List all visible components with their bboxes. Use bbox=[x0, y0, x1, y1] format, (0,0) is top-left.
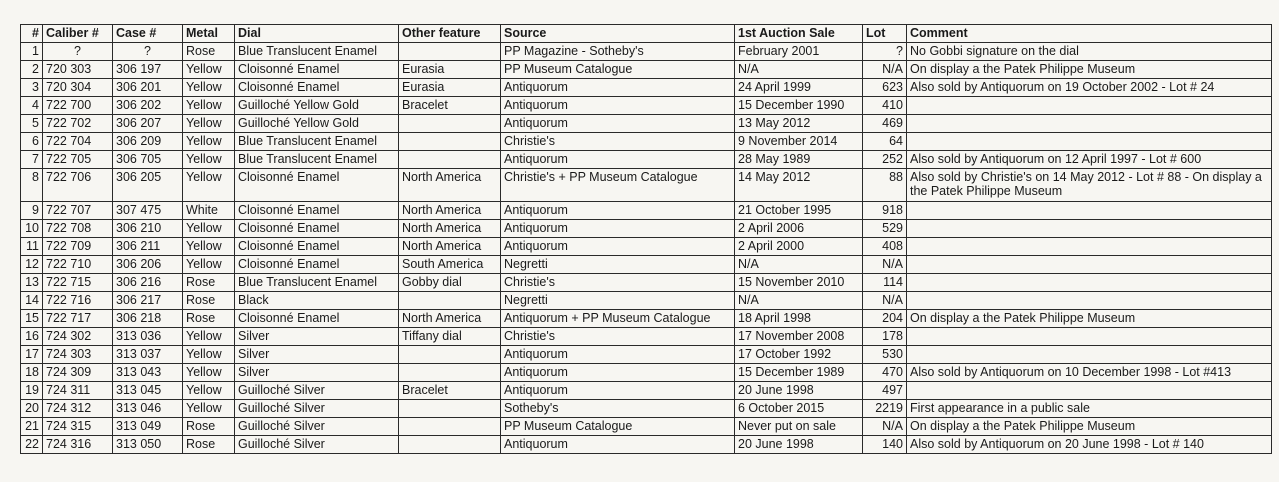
cell-auction-sale: N/A bbox=[735, 256, 863, 274]
cell-other-feature: North America bbox=[399, 202, 501, 220]
table-row bbox=[21, 43, 1272, 61]
cell-auction-sale: 17 November 2008 bbox=[735, 328, 863, 346]
cell-source: Antiquorum bbox=[501, 79, 735, 97]
cell-dial: Guilloché Silver bbox=[235, 400, 399, 418]
cell-lot: 529 bbox=[863, 220, 907, 238]
cell-source: Antiquorum bbox=[501, 436, 735, 454]
header-auction-sale: 1st Auction Sale bbox=[735, 25, 863, 43]
table-row bbox=[21, 61, 1272, 79]
cell-caliber: 724 303 bbox=[43, 346, 113, 364]
cell-index: 16 bbox=[21, 328, 43, 346]
cell-auction-sale: Never put on sale bbox=[735, 418, 863, 436]
cell-lot: 2219 bbox=[863, 400, 907, 418]
cell-index: 19 bbox=[21, 382, 43, 400]
cell-lot: 623 bbox=[863, 79, 907, 97]
cell-dial: Cloisonné Enamel bbox=[235, 310, 399, 328]
table-row bbox=[21, 382, 1272, 400]
cell-dial: Cloisonné Enamel bbox=[235, 238, 399, 256]
cell-dial: Cloisonné Enamel bbox=[235, 61, 399, 79]
cell-lot: 469 bbox=[863, 115, 907, 133]
cell-comment bbox=[907, 256, 1272, 274]
cell-source: Antiquorum bbox=[501, 151, 735, 169]
cell-case: 313 037 bbox=[113, 346, 183, 364]
cell-auction-sale: 14 May 2012 bbox=[735, 169, 863, 202]
cell-comment: Also sold by Antiquorum on 12 April 1997 - Lot # 600 bbox=[907, 151, 1272, 169]
cell-caliber: 722 708 bbox=[43, 220, 113, 238]
cell-other-feature bbox=[399, 436, 501, 454]
cell-dial: Black bbox=[235, 292, 399, 310]
cell-comment: Also sold by Christie's on 14 May 2012 - Lot # 88 - On display a the Patek Philippe Museum bbox=[907, 169, 1272, 202]
cell-other-feature: Bracelet bbox=[399, 382, 501, 400]
cell-caliber: 720 303 bbox=[43, 61, 113, 79]
cell-comment bbox=[907, 292, 1272, 310]
cell-case: 306 209 bbox=[113, 133, 183, 151]
watch-table bbox=[20, 24, 1272, 454]
cell-index: 6 bbox=[21, 133, 43, 151]
cell-comment bbox=[907, 97, 1272, 115]
cell-auction-sale: 2 April 2006 bbox=[735, 220, 863, 238]
cell-source: Antiquorum bbox=[501, 115, 735, 133]
cell-index: 12 bbox=[21, 256, 43, 274]
cell-index: 14 bbox=[21, 292, 43, 310]
table-row bbox=[21, 436, 1272, 454]
cell-case: 313 036 bbox=[113, 328, 183, 346]
cell-comment bbox=[907, 202, 1272, 220]
cell-metal: Yellow bbox=[183, 115, 235, 133]
cell-auction-sale: 17 October 1992 bbox=[735, 346, 863, 364]
table-row bbox=[21, 151, 1272, 169]
cell-auction-sale: 15 December 1990 bbox=[735, 97, 863, 115]
cell-case: 306 217 bbox=[113, 292, 183, 310]
cell-other-feature bbox=[399, 115, 501, 133]
cell-auction-sale: 28 May 1989 bbox=[735, 151, 863, 169]
cell-dial: Cloisonné Enamel bbox=[235, 220, 399, 238]
cell-caliber: 722 716 bbox=[43, 292, 113, 310]
cell-metal: White bbox=[183, 202, 235, 220]
cell-other-feature bbox=[399, 151, 501, 169]
cell-index: 21 bbox=[21, 418, 43, 436]
cell-other-feature: Bracelet bbox=[399, 97, 501, 115]
cell-metal: Yellow bbox=[183, 328, 235, 346]
table-row bbox=[21, 346, 1272, 364]
header-lot: Lot bbox=[863, 25, 907, 43]
cell-other-feature bbox=[399, 346, 501, 364]
cell-index: 3 bbox=[21, 79, 43, 97]
cell-metal: Rose bbox=[183, 274, 235, 292]
cell-lot: 918 bbox=[863, 202, 907, 220]
table-row bbox=[21, 79, 1272, 97]
cell-lot: 408 bbox=[863, 238, 907, 256]
cell-other-feature bbox=[399, 292, 501, 310]
cell-lot: 140 bbox=[863, 436, 907, 454]
cell-case: 306 705 bbox=[113, 151, 183, 169]
cell-comment: On display a the Patek Philippe Museum bbox=[907, 310, 1272, 328]
cell-auction-sale: 20 June 1998 bbox=[735, 382, 863, 400]
cell-dial: Guilloché Silver bbox=[235, 382, 399, 400]
cell-comment bbox=[907, 328, 1272, 346]
table-row bbox=[21, 115, 1272, 133]
cell-metal: Yellow bbox=[183, 238, 235, 256]
cell-index: 9 bbox=[21, 202, 43, 220]
cell-auction-sale: 18 April 1998 bbox=[735, 310, 863, 328]
cell-dial: Guilloché Yellow Gold bbox=[235, 97, 399, 115]
cell-auction-sale: N/A bbox=[735, 61, 863, 79]
cell-metal: Yellow bbox=[183, 256, 235, 274]
cell-other-feature bbox=[399, 133, 501, 151]
cell-auction-sale: 24 April 1999 bbox=[735, 79, 863, 97]
cell-comment bbox=[907, 238, 1272, 256]
cell-source: Antiquorum bbox=[501, 220, 735, 238]
cell-index: 18 bbox=[21, 364, 43, 382]
table-row bbox=[21, 274, 1272, 292]
cell-other-feature bbox=[399, 43, 501, 61]
cell-case: 313 049 bbox=[113, 418, 183, 436]
cell-source: PP Magazine - Sotheby's bbox=[501, 43, 735, 61]
table-row bbox=[21, 202, 1272, 220]
cell-case: 306 205 bbox=[113, 169, 183, 202]
cell-caliber: 722 702 bbox=[43, 115, 113, 133]
cell-case: 306 202 bbox=[113, 97, 183, 115]
cell-dial: Cloisonné Enamel bbox=[235, 256, 399, 274]
cell-lot: N/A bbox=[863, 256, 907, 274]
table-row bbox=[21, 169, 1272, 202]
cell-case: 306 218 bbox=[113, 310, 183, 328]
header-comment: Comment bbox=[907, 25, 1272, 43]
cell-index: 2 bbox=[21, 61, 43, 79]
cell-caliber: 724 316 bbox=[43, 436, 113, 454]
cell-comment bbox=[907, 133, 1272, 151]
cell-metal: Yellow bbox=[183, 382, 235, 400]
cell-dial: Guilloché Yellow Gold bbox=[235, 115, 399, 133]
cell-metal: Yellow bbox=[183, 79, 235, 97]
cell-metal: Yellow bbox=[183, 133, 235, 151]
table-row bbox=[21, 328, 1272, 346]
cell-index: 4 bbox=[21, 97, 43, 115]
header-index: # bbox=[21, 25, 43, 43]
cell-caliber: 722 710 bbox=[43, 256, 113, 274]
cell-comment bbox=[907, 274, 1272, 292]
cell-source: Negretti bbox=[501, 292, 735, 310]
cell-metal: Rose bbox=[183, 43, 235, 61]
cell-comment: Also sold by Antiquorum on 10 December 1998 - Lot #413 bbox=[907, 364, 1272, 382]
table-row bbox=[21, 418, 1272, 436]
cell-dial: Silver bbox=[235, 346, 399, 364]
cell-other-feature bbox=[399, 364, 501, 382]
cell-dial: Blue Translucent Enamel bbox=[235, 43, 399, 61]
table-row bbox=[21, 238, 1272, 256]
cell-lot: 410 bbox=[863, 97, 907, 115]
cell-index: 5 bbox=[21, 115, 43, 133]
cell-case: 306 206 bbox=[113, 256, 183, 274]
cell-source: PP Museum Catalogue bbox=[501, 418, 735, 436]
table-row bbox=[21, 256, 1272, 274]
cell-dial: Silver bbox=[235, 328, 399, 346]
cell-comment bbox=[907, 115, 1272, 133]
table-row bbox=[21, 97, 1272, 115]
table-row bbox=[21, 310, 1272, 328]
cell-comment bbox=[907, 220, 1272, 238]
cell-other-feature: North America bbox=[399, 220, 501, 238]
cell-source: Sotheby's bbox=[501, 400, 735, 418]
cell-index: 13 bbox=[21, 274, 43, 292]
cell-case: 306 201 bbox=[113, 79, 183, 97]
cell-caliber: 722 705 bbox=[43, 151, 113, 169]
cell-auction-sale: 9 November 2014 bbox=[735, 133, 863, 151]
table-row bbox=[21, 133, 1272, 151]
cell-caliber: 722 700 bbox=[43, 97, 113, 115]
cell-auction-sale: February 2001 bbox=[735, 43, 863, 61]
cell-caliber: 722 706 bbox=[43, 169, 113, 202]
cell-source: Antiquorum bbox=[501, 202, 735, 220]
cell-other-feature bbox=[399, 418, 501, 436]
cell-other-feature: North America bbox=[399, 310, 501, 328]
cell-auction-sale: 15 November 2010 bbox=[735, 274, 863, 292]
cell-case: ? bbox=[113, 43, 183, 61]
cell-case: 313 043 bbox=[113, 364, 183, 382]
cell-source: Antiquorum bbox=[501, 382, 735, 400]
cell-caliber: 722 707 bbox=[43, 202, 113, 220]
cell-other-feature: North America bbox=[399, 238, 501, 256]
cell-case: 307 475 bbox=[113, 202, 183, 220]
document-sheet bbox=[20, 24, 1272, 454]
cell-auction-sale: 2 April 2000 bbox=[735, 238, 863, 256]
cell-comment: No Gobbi signature on the dial bbox=[907, 43, 1272, 61]
cell-caliber: 722 715 bbox=[43, 274, 113, 292]
cell-index: 8 bbox=[21, 169, 43, 202]
cell-other-feature: Eurasia bbox=[399, 79, 501, 97]
cell-lot: N/A bbox=[863, 61, 907, 79]
cell-source: Negretti bbox=[501, 256, 735, 274]
header-other-feature: Other feature bbox=[399, 25, 501, 43]
cell-dial: Cloisonné Enamel bbox=[235, 202, 399, 220]
cell-comment bbox=[907, 382, 1272, 400]
cell-source: Christie's bbox=[501, 133, 735, 151]
cell-source: Antiquorum bbox=[501, 238, 735, 256]
cell-caliber: 724 312 bbox=[43, 400, 113, 418]
cell-lot: N/A bbox=[863, 418, 907, 436]
cell-source: Christie's bbox=[501, 274, 735, 292]
cell-other-feature: South America bbox=[399, 256, 501, 274]
cell-case: 313 050 bbox=[113, 436, 183, 454]
cell-index: 11 bbox=[21, 238, 43, 256]
cell-auction-sale: 13 May 2012 bbox=[735, 115, 863, 133]
cell-lot: ? bbox=[863, 43, 907, 61]
cell-lot: 114 bbox=[863, 274, 907, 292]
cell-case: 313 046 bbox=[113, 400, 183, 418]
cell-caliber: 722 704 bbox=[43, 133, 113, 151]
cell-source: Antiquorum + PP Museum Catalogue bbox=[501, 310, 735, 328]
cell-other-feature bbox=[399, 400, 501, 418]
cell-metal: Yellow bbox=[183, 364, 235, 382]
cell-index: 1 bbox=[21, 43, 43, 61]
cell-index: 10 bbox=[21, 220, 43, 238]
cell-index: 22 bbox=[21, 436, 43, 454]
cell-caliber: ? bbox=[43, 43, 113, 61]
cell-metal: Yellow bbox=[183, 97, 235, 115]
cell-comment: Also sold by Antiquorum on 19 October 2002 - Lot # 24 bbox=[907, 79, 1272, 97]
table-row bbox=[21, 292, 1272, 310]
cell-auction-sale: 15 December 1989 bbox=[735, 364, 863, 382]
cell-dial: Silver bbox=[235, 364, 399, 382]
cell-comment: On display a the Patek Philippe Museum bbox=[907, 61, 1272, 79]
cell-lot: 530 bbox=[863, 346, 907, 364]
cell-other-feature: North America bbox=[399, 169, 501, 202]
cell-metal: Yellow bbox=[183, 346, 235, 364]
cell-case: 306 207 bbox=[113, 115, 183, 133]
table-row bbox=[21, 400, 1272, 418]
cell-comment bbox=[907, 346, 1272, 364]
header-metal: Metal bbox=[183, 25, 235, 43]
header-row bbox=[21, 25, 1272, 43]
cell-index: 7 bbox=[21, 151, 43, 169]
cell-case: 306 197 bbox=[113, 61, 183, 79]
cell-dial: Guilloché Silver bbox=[235, 418, 399, 436]
cell-comment: Also sold by Antiquorum on 20 June 1998 - Lot # 140 bbox=[907, 436, 1272, 454]
cell-case: 306 216 bbox=[113, 274, 183, 292]
cell-case: 306 211 bbox=[113, 238, 183, 256]
cell-auction-sale: 6 October 2015 bbox=[735, 400, 863, 418]
cell-metal: Yellow bbox=[183, 220, 235, 238]
cell-source: PP Museum Catalogue bbox=[501, 61, 735, 79]
cell-metal: Rose bbox=[183, 418, 235, 436]
cell-other-feature: Eurasia bbox=[399, 61, 501, 79]
cell-case: 313 045 bbox=[113, 382, 183, 400]
cell-lot: 470 bbox=[863, 364, 907, 382]
cell-lot: 178 bbox=[863, 328, 907, 346]
cell-caliber: 720 304 bbox=[43, 79, 113, 97]
cell-dial: Blue Translucent Enamel bbox=[235, 274, 399, 292]
cell-lot: 88 bbox=[863, 169, 907, 202]
cell-dial: Blue Translucent Enamel bbox=[235, 133, 399, 151]
cell-dial: Guilloché Silver bbox=[235, 436, 399, 454]
header-source: Source bbox=[501, 25, 735, 43]
cell-source: Antiquorum bbox=[501, 97, 735, 115]
cell-comment: On display a the Patek Philippe Museum bbox=[907, 418, 1272, 436]
cell-other-feature: Gobby dial bbox=[399, 274, 501, 292]
cell-caliber: 722 717 bbox=[43, 310, 113, 328]
cell-dial: Blue Translucent Enamel bbox=[235, 151, 399, 169]
cell-caliber: 724 311 bbox=[43, 382, 113, 400]
cell-comment: First appearance in a public sale bbox=[907, 400, 1272, 418]
header-dial: Dial bbox=[235, 25, 399, 43]
cell-index: 20 bbox=[21, 400, 43, 418]
cell-caliber: 724 309 bbox=[43, 364, 113, 382]
cell-auction-sale: 21 October 1995 bbox=[735, 202, 863, 220]
cell-source: Antiquorum bbox=[501, 364, 735, 382]
cell-metal: Yellow bbox=[183, 400, 235, 418]
cell-lot: 252 bbox=[863, 151, 907, 169]
cell-metal: Rose bbox=[183, 310, 235, 328]
cell-auction-sale: N/A bbox=[735, 292, 863, 310]
cell-caliber: 724 302 bbox=[43, 328, 113, 346]
table-body bbox=[21, 43, 1272, 454]
cell-lot: 204 bbox=[863, 310, 907, 328]
cell-auction-sale: 20 June 1998 bbox=[735, 436, 863, 454]
cell-lot: 64 bbox=[863, 133, 907, 151]
cell-caliber: 724 315 bbox=[43, 418, 113, 436]
cell-caliber: 722 709 bbox=[43, 238, 113, 256]
header-case: Case # bbox=[113, 25, 183, 43]
cell-metal: Rose bbox=[183, 292, 235, 310]
cell-case: 306 210 bbox=[113, 220, 183, 238]
cell-other-feature: Tiffany dial bbox=[399, 328, 501, 346]
table-row bbox=[21, 364, 1272, 382]
cell-source: Christie's + PP Museum Catalogue bbox=[501, 169, 735, 202]
cell-dial: Cloisonné Enamel bbox=[235, 169, 399, 202]
cell-lot: 497 bbox=[863, 382, 907, 400]
cell-lot: N/A bbox=[863, 292, 907, 310]
cell-source: Christie's bbox=[501, 328, 735, 346]
cell-metal: Yellow bbox=[183, 151, 235, 169]
cell-index: 17 bbox=[21, 346, 43, 364]
cell-source: Antiquorum bbox=[501, 346, 735, 364]
cell-metal: Rose bbox=[183, 436, 235, 454]
cell-metal: Yellow bbox=[183, 61, 235, 79]
cell-metal: Yellow bbox=[183, 169, 235, 202]
header-caliber: Caliber # bbox=[43, 25, 113, 43]
table-row bbox=[21, 220, 1272, 238]
cell-dial: Cloisonné Enamel bbox=[235, 79, 399, 97]
cell-index: 15 bbox=[21, 310, 43, 328]
